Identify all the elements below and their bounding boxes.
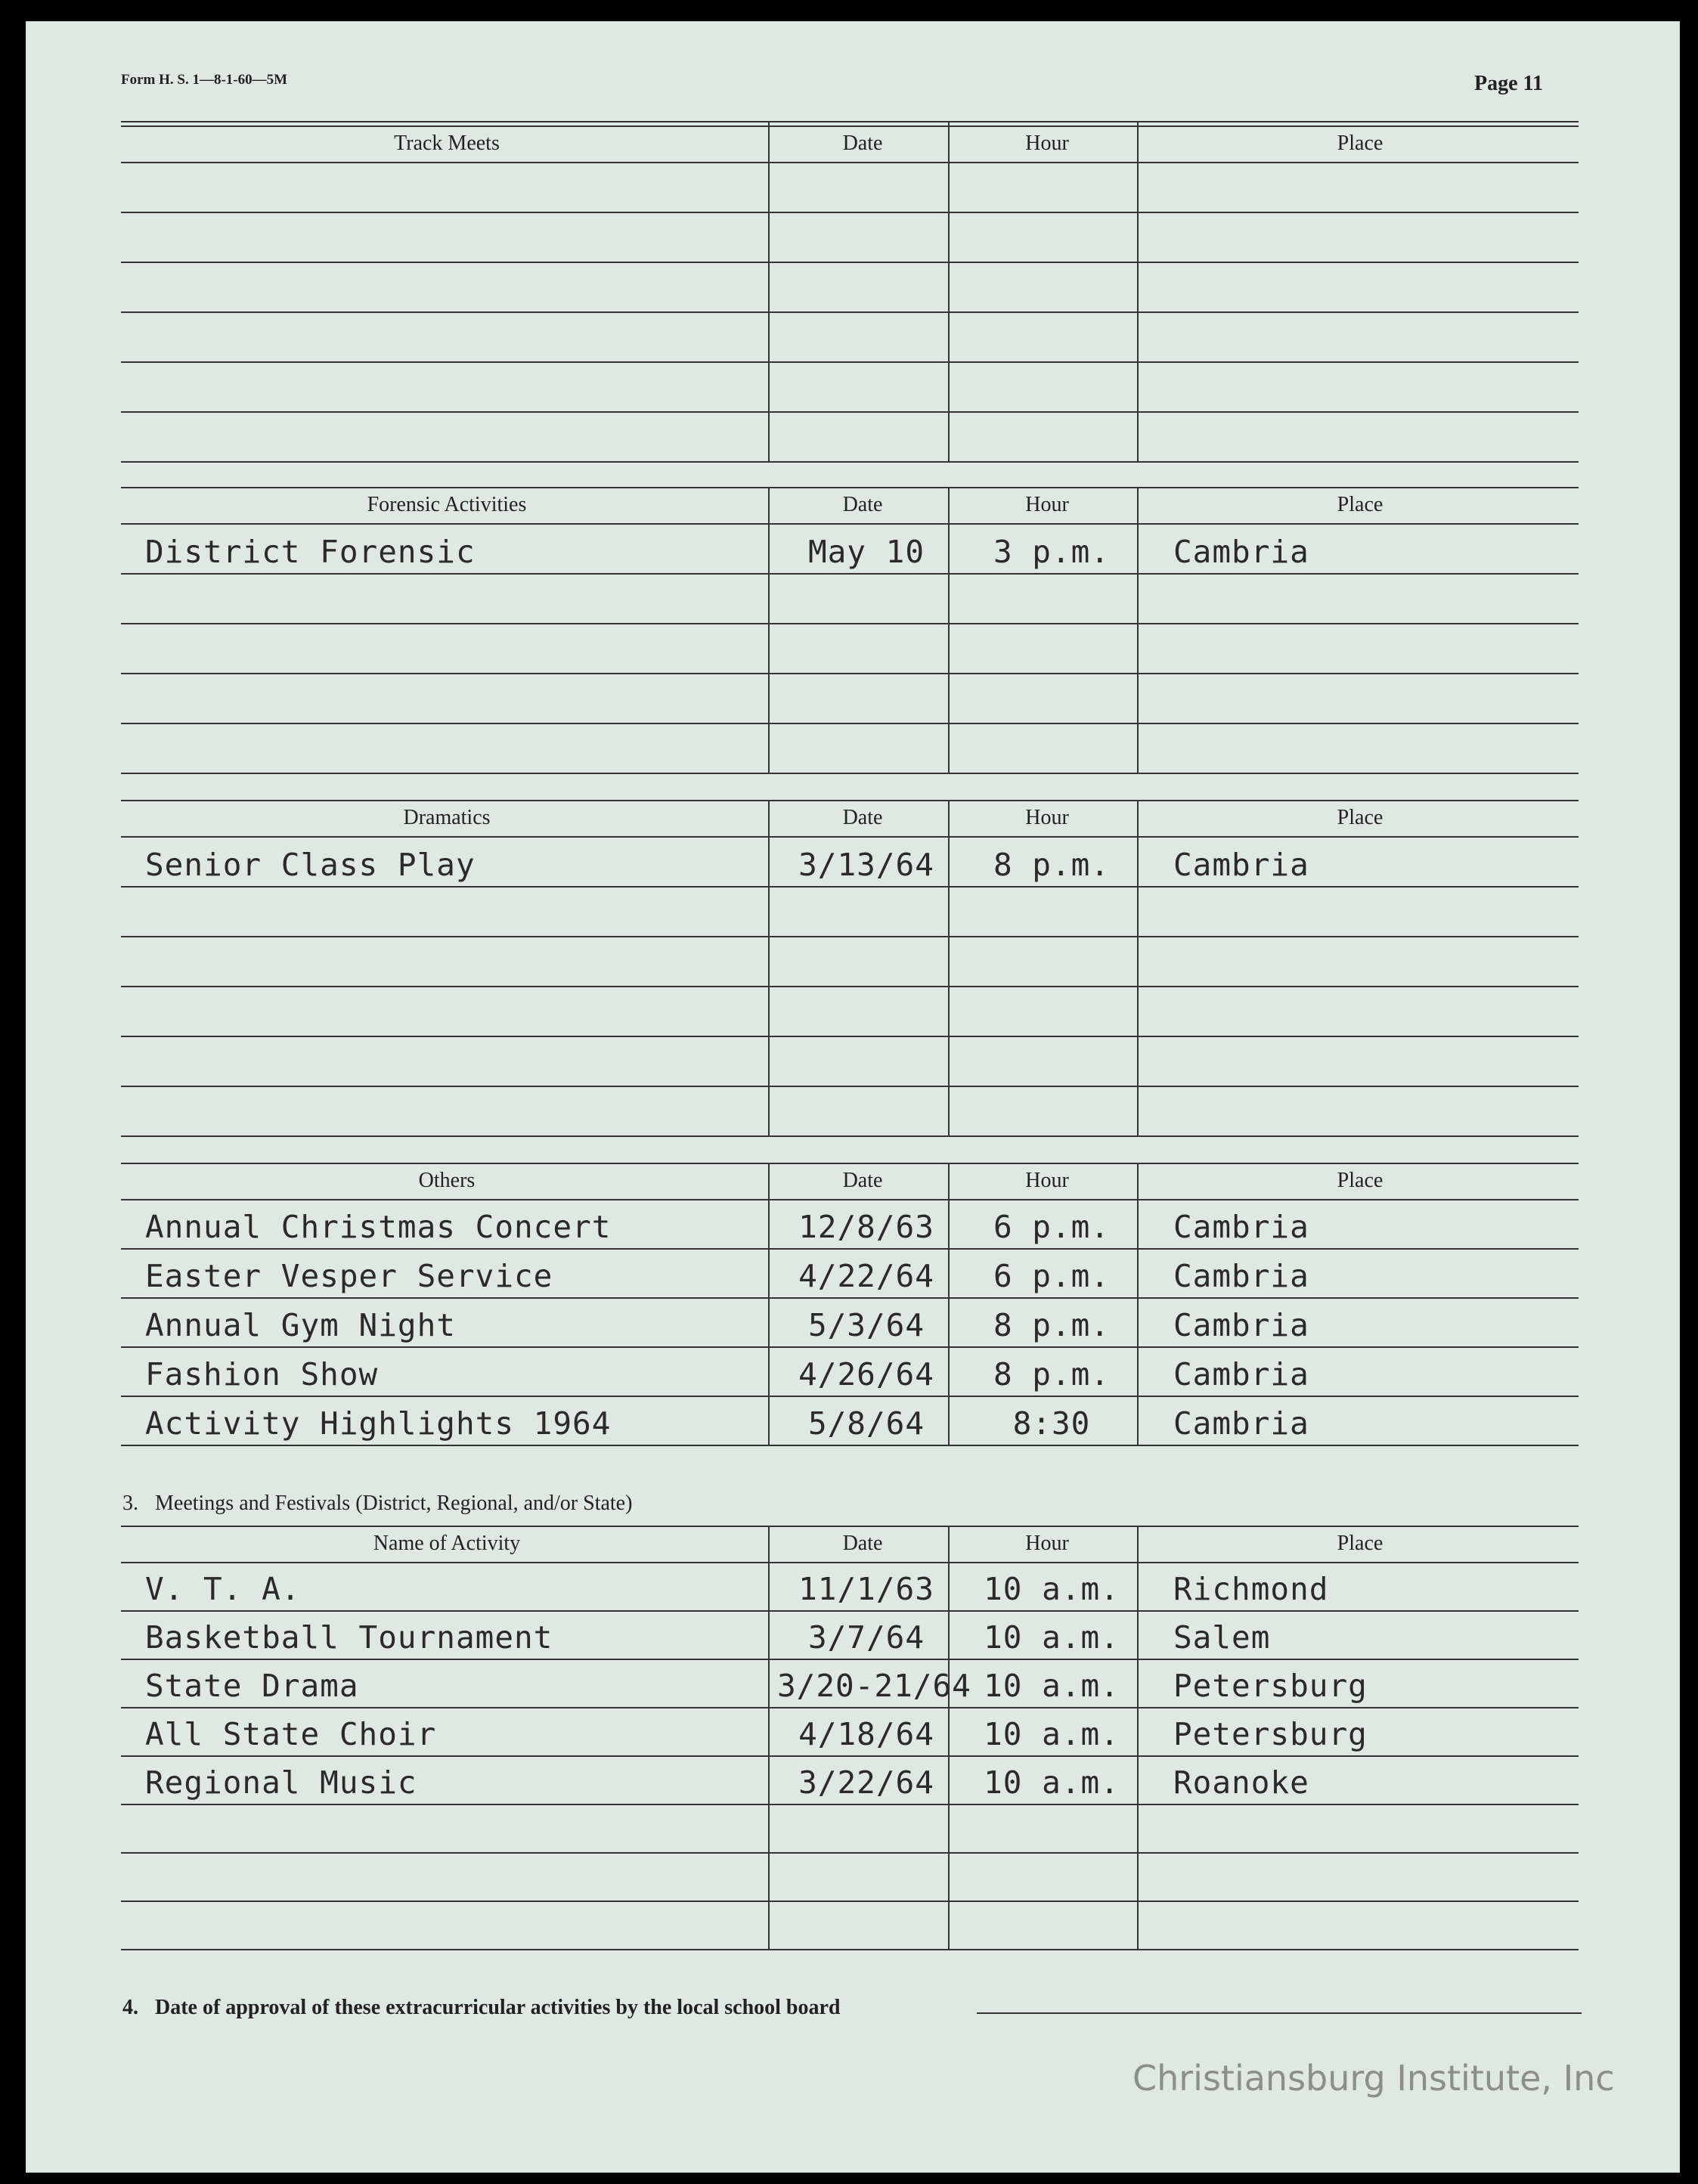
cell-hour[interactable]: 8 p.m. (993, 1356, 1111, 1392)
column-header-place: Place (1337, 1169, 1383, 1192)
table-row[interactable] (121, 836, 1579, 888)
cell-place[interactable]: Cambria (1173, 847, 1309, 883)
column-header-date: Date (842, 493, 883, 516)
table-row[interactable] (121, 1199, 1579, 1250)
table-row[interactable] (121, 1755, 1579, 1805)
cell-hour[interactable]: 8 p.m. (993, 847, 1111, 883)
cell-name[interactable]: Easter Vesper Service (145, 1258, 553, 1294)
table-row[interactable] (121, 1901, 1579, 1950)
column-divider (768, 121, 770, 461)
column-divider (948, 487, 950, 773)
column-header-place: Place (1337, 493, 1383, 516)
table-row[interactable] (121, 886, 1579, 937)
cell-name[interactable]: V. T. A. (145, 1571, 301, 1607)
cell-date[interactable]: 4/26/64 (798, 1356, 934, 1392)
cell-hour[interactable]: 10 a.m. (984, 1619, 1120, 1656)
others-table (121, 1163, 1579, 1445)
column-header-hour: Hour (1025, 1169, 1069, 1192)
table-row[interactable] (121, 411, 1579, 463)
table-row[interactable] (121, 1659, 1579, 1708)
column-divider (1137, 121, 1139, 461)
forensic-table (121, 487, 1579, 773)
cell-date[interactable]: 5/3/64 (807, 1307, 925, 1343)
cell-date[interactable]: 12/8/63 (798, 1209, 934, 1245)
column-divider (1137, 487, 1139, 773)
cell-name[interactable]: Regional Music (145, 1764, 417, 1801)
table-row[interactable] (121, 986, 1579, 1037)
column-header-hour: Hour (1025, 132, 1069, 155)
cell-place[interactable]: Cambria (1173, 534, 1309, 570)
table-row[interactable] (121, 673, 1579, 724)
cell-date[interactable]: 5/8/64 (807, 1405, 925, 1442)
cell-date[interactable]: May 10 (807, 534, 925, 570)
cell-name[interactable]: Annual Gym Night (145, 1307, 456, 1343)
table-row[interactable] (121, 1396, 1579, 1446)
table-header-row (121, 1526, 1579, 1563)
column-header-hour: Hour (1025, 493, 1069, 516)
cell-place[interactable]: Petersburg (1173, 1668, 1368, 1704)
cell-place[interactable]: Petersburg (1173, 1716, 1368, 1752)
form-id: Form H. S. 1—8-1-60—5M (121, 72, 288, 88)
cell-date[interactable]: 3/20-21/64 (777, 1668, 971, 1704)
table-row[interactable] (121, 523, 1579, 575)
table-header-row (121, 487, 1579, 525)
column-divider (1137, 1526, 1139, 1949)
table-row[interactable] (121, 1804, 1579, 1854)
cell-name[interactable]: State Drama (145, 1668, 359, 1704)
column-header-date: Date (842, 806, 883, 829)
cell-hour[interactable]: 8 p.m. (993, 1307, 1111, 1343)
table-header-row (121, 800, 1579, 838)
table-row[interactable] (121, 573, 1579, 624)
cell-place[interactable]: Salem (1173, 1619, 1271, 1656)
cell-name[interactable]: Senior Class Play (145, 847, 476, 883)
table-row[interactable] (121, 1086, 1579, 1137)
section-4-text: Date of approval of these extracurricular activities by the local school board (155, 1996, 841, 2019)
cell-place[interactable]: Richmond (1173, 1571, 1329, 1607)
table-row[interactable] (121, 623, 1579, 674)
column-header-name: Name of Activity (373, 1532, 521, 1555)
cell-hour[interactable]: 8:30 (1012, 1405, 1091, 1442)
column-header-name: Others (418, 1169, 476, 1192)
column-divider (1137, 800, 1139, 1135)
cell-place[interactable]: Cambria (1173, 1307, 1309, 1343)
table-header-row (121, 1163, 1579, 1200)
cell-place[interactable]: Roanoke (1173, 1764, 1309, 1801)
column-divider (948, 800, 950, 1135)
cell-hour[interactable]: 6 p.m. (993, 1209, 1111, 1245)
table-row[interactable] (121, 1562, 1579, 1612)
watermark: Christiansburg Institute, Inc (1133, 2058, 1615, 2099)
table-row[interactable] (121, 1036, 1579, 1087)
column-header-name: Forensic Activities (367, 493, 527, 516)
section-4-question (122, 1996, 841, 2020)
table-row[interactable] (121, 212, 1579, 263)
approval-date-field[interactable] (977, 2012, 1582, 2014)
cell-date[interactable]: 4/18/64 (798, 1716, 934, 1752)
column-divider (948, 1526, 950, 1949)
table-row[interactable] (121, 1610, 1579, 1660)
meetings-table (121, 1526, 1579, 1949)
column-divider (768, 1163, 770, 1445)
column-header-name: Dramatics (403, 806, 491, 829)
table-row[interactable] (121, 361, 1579, 413)
cell-date[interactable]: 3/22/64 (798, 1764, 934, 1801)
table-row[interactable] (121, 1248, 1579, 1299)
column-header-name: Track Meets (394, 132, 500, 155)
table-row[interactable] (121, 1852, 1579, 1902)
column-divider (768, 1526, 770, 1949)
cell-name[interactable]: All State Choir (145, 1716, 437, 1752)
cell-place[interactable]: Cambria (1173, 1258, 1309, 1294)
table-row[interactable] (121, 936, 1579, 987)
cell-hour[interactable]: 10 a.m. (984, 1716, 1120, 1752)
column-divider (1137, 1163, 1139, 1445)
cell-name[interactable]: Fashion Show (145, 1356, 379, 1392)
cell-place[interactable]: Cambria (1173, 1405, 1309, 1442)
column-divider (948, 121, 950, 461)
section-3-title: Meetings and Festivals (District, Regional, and/or State) (155, 1492, 633, 1515)
table-row[interactable] (121, 162, 1579, 213)
cell-hour[interactable]: 10 a.m. (984, 1571, 1120, 1607)
column-header-date: Date (842, 1532, 883, 1555)
cell-name[interactable]: Activity Highlights 1964 (145, 1405, 612, 1442)
table-row[interactable] (121, 262, 1579, 313)
table-row[interactable] (121, 723, 1579, 774)
cell-name[interactable]: District Forensic (145, 534, 476, 570)
cell-hour[interactable]: 3 p.m. (993, 534, 1111, 570)
column-header-place: Place (1337, 806, 1383, 829)
table-header-row (121, 125, 1579, 163)
table-row[interactable] (121, 1707, 1579, 1757)
table-row[interactable] (121, 311, 1579, 363)
cell-date[interactable]: 3/7/64 (807, 1619, 925, 1656)
track-meets-table (121, 121, 1579, 457)
section-3-number: 3. (122, 1492, 138, 1515)
column-header-hour: Hour (1025, 1532, 1069, 1555)
dramatics-table (121, 800, 1579, 1135)
column-header-date: Date (842, 132, 883, 155)
section-3-heading (122, 1492, 632, 1516)
cell-date[interactable]: 4/22/64 (798, 1258, 934, 1294)
cell-place[interactable]: Cambria (1173, 1209, 1309, 1245)
column-header-hour: Hour (1025, 806, 1069, 829)
column-divider (948, 1163, 950, 1445)
column-header-date: Date (842, 1169, 883, 1192)
table-top-rule (121, 121, 1579, 122)
cell-place[interactable]: Cambria (1173, 1356, 1309, 1392)
cell-date[interactable]: 3/13/64 (798, 847, 934, 883)
cell-hour[interactable]: 6 p.m. (993, 1258, 1111, 1294)
column-divider (768, 487, 770, 773)
page-number: Page 11 (1474, 72, 1543, 95)
column-divider (768, 800, 770, 1135)
column-header-place: Place (1337, 132, 1383, 155)
table-row[interactable] (121, 1297, 1579, 1348)
table-row[interactable] (121, 1346, 1579, 1397)
column-header-place: Place (1337, 1532, 1383, 1555)
cell-hour[interactable]: 10 a.m. (984, 1764, 1120, 1801)
cell-date[interactable]: 11/1/63 (798, 1571, 934, 1607)
section-4-number: 4. (122, 1996, 138, 2019)
cell-hour[interactable]: 10 a.m. (984, 1668, 1120, 1704)
cell-name[interactable]: Annual Christmas Concert (145, 1209, 612, 1245)
cell-name[interactable]: Basketball Tournament (145, 1619, 553, 1656)
